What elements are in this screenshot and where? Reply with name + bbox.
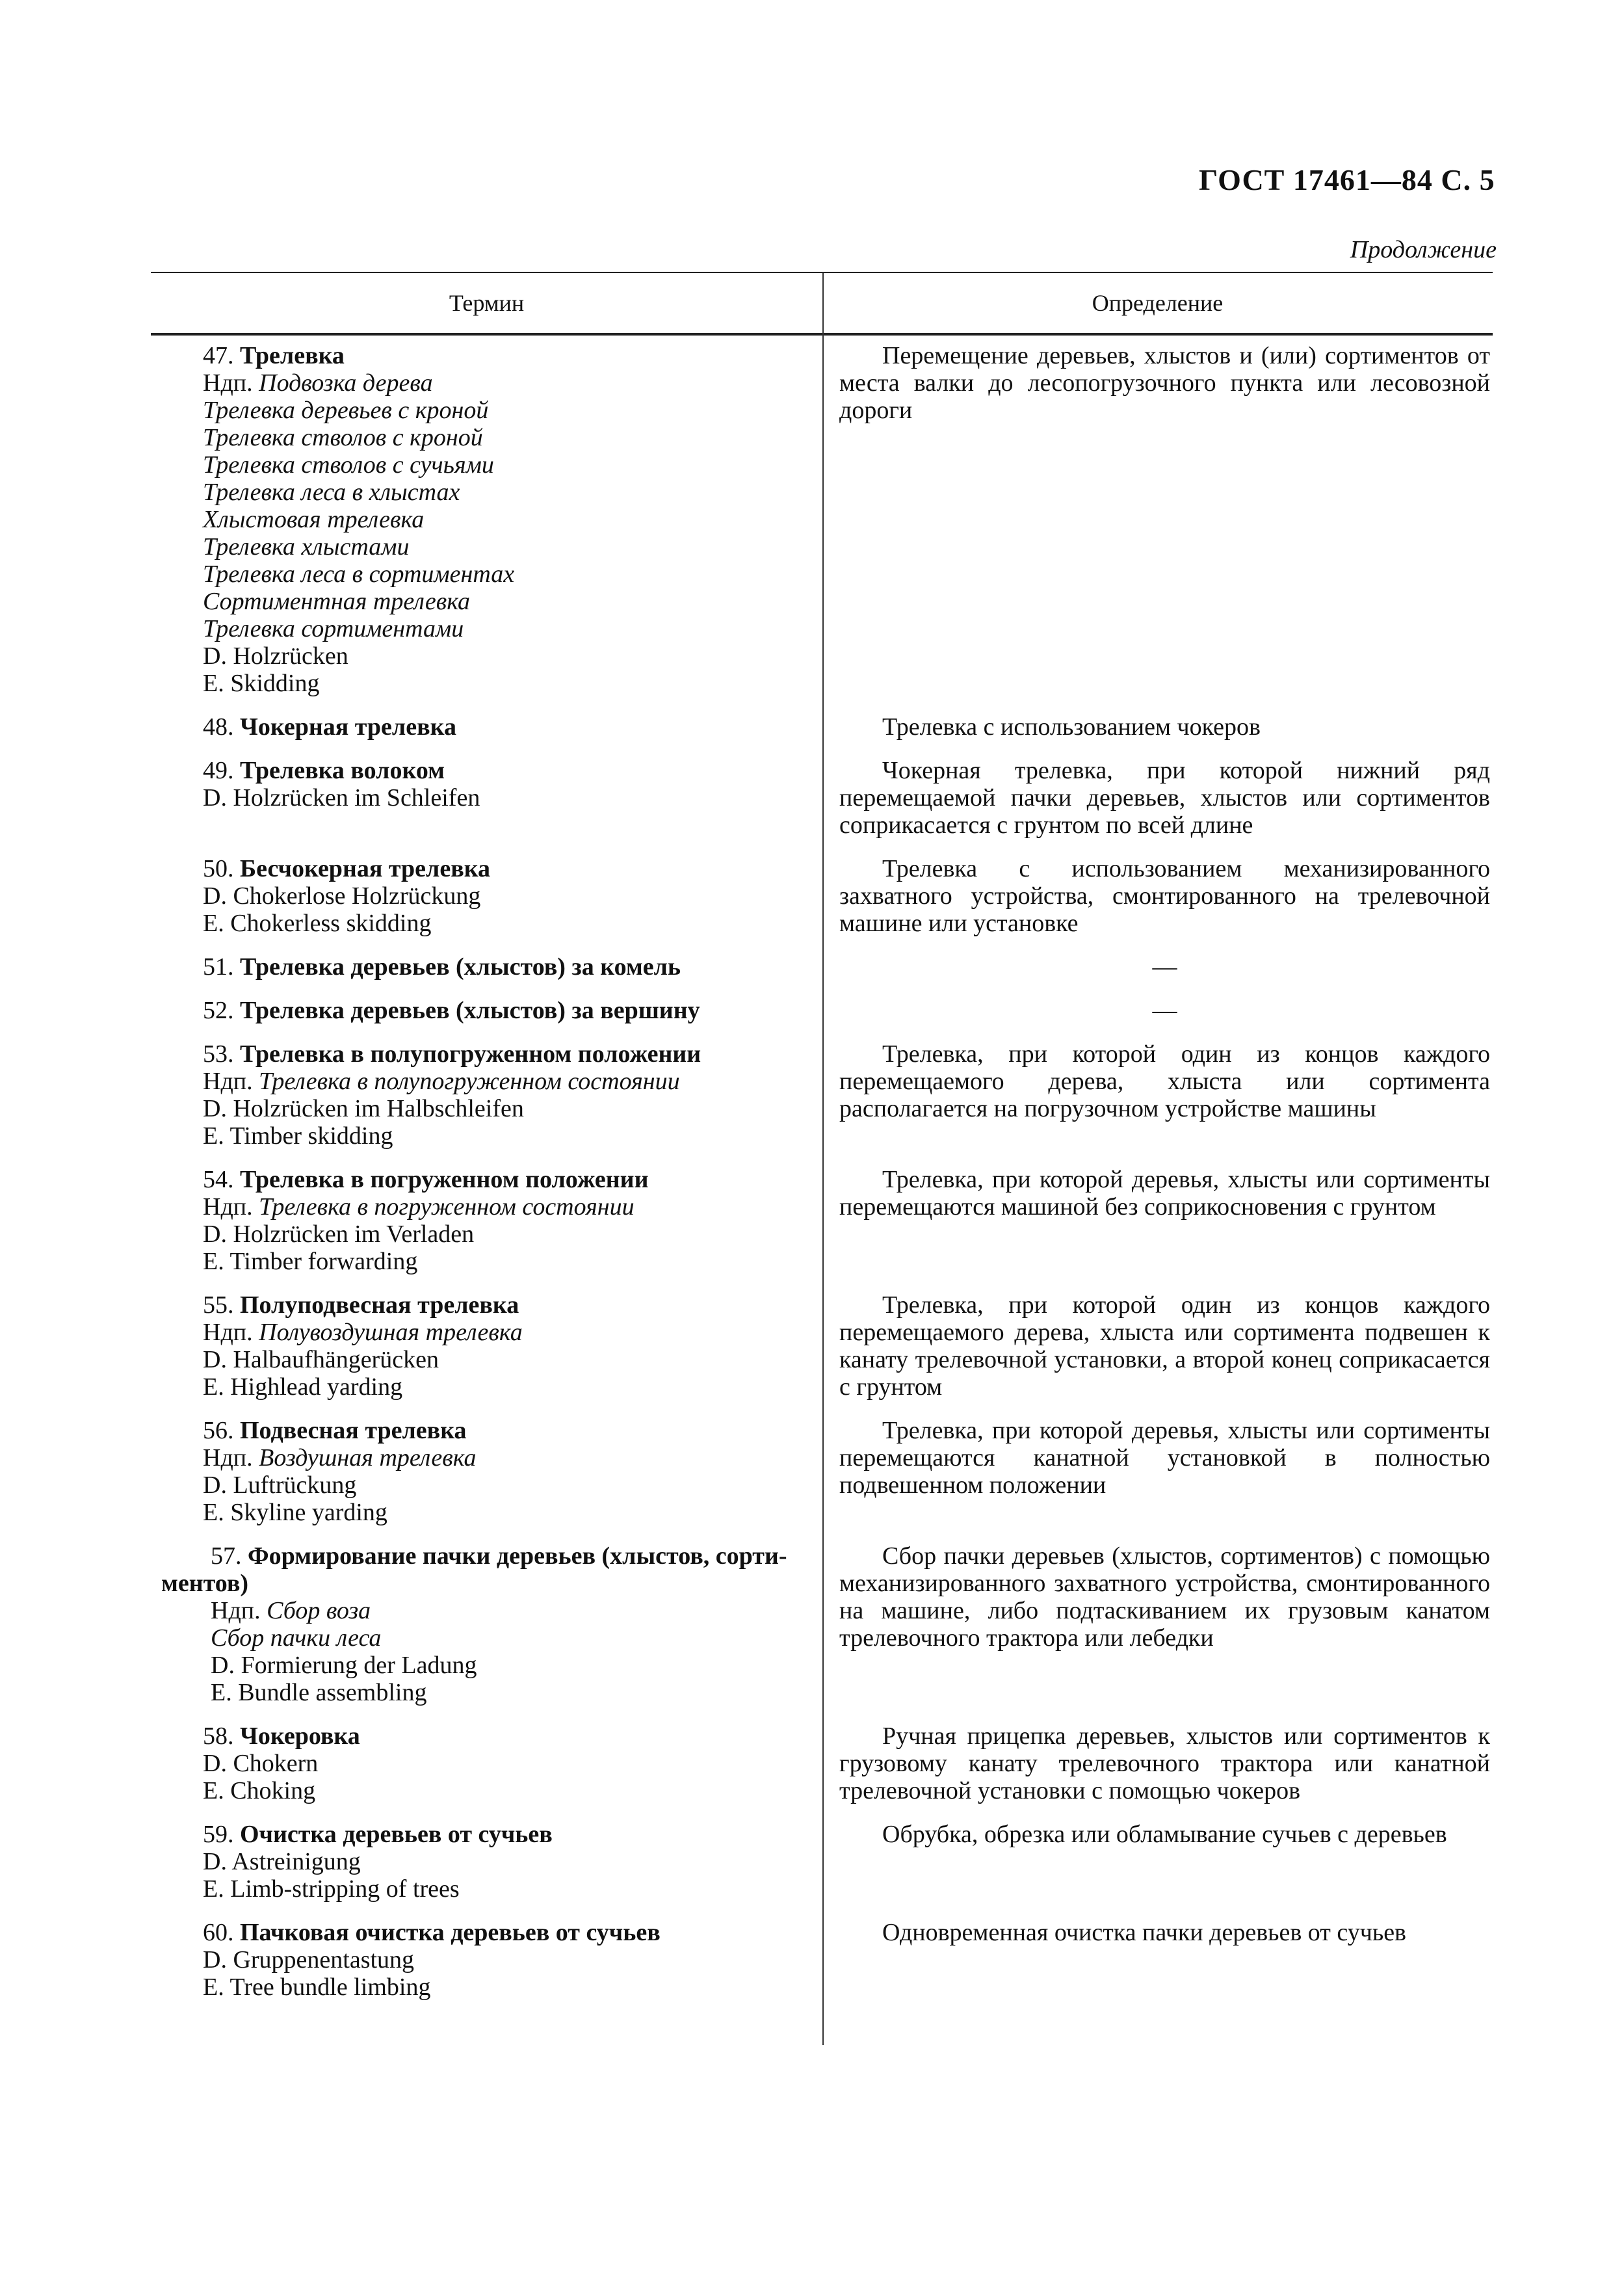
term-cell [151,855,822,937]
term-name: Чокеровка [240,1722,360,1750]
term-cell [151,997,822,1024]
term-cell [151,1166,822,1275]
not-recommended-term: Сбор пачки леса [211,1624,382,1652]
german-equivalent: D. Holzrücken im Verladen [203,1221,475,1248]
english-equivalent: E. Timber forwarding [203,1248,418,1275]
term-name: Бесчокерная трелевка [240,855,491,882]
german-equivalent: D. Astreinigung [203,1848,361,1875]
term-title [203,1291,822,1319]
term-cell [151,1417,822,1526]
english-equivalent: E. Skyline yarding [203,1499,387,1526]
table-header-row [151,273,1493,333]
continuation-label: Продолжение [1350,236,1497,263]
english-equivalent: E. Bundle assembling [211,1679,427,1706]
definition-cell [822,1040,1493,1150]
english-equivalent: E. Tree bundle limbing [203,1973,431,2001]
column-header-term: Термин [449,290,525,316]
definition-text: Трелевка, при которой один из концов каждого перемещаемого дерева, хлыста или сортимента подвешен к канату трелевочной установки, а второй конец соприкасается с грунтом [839,1291,1490,1401]
definition-text: Чокерная трелевка, при которой нижний ряд перемещаемой пачки деревьев, хлыстов или сортиментов соприкасается с грунтом по всей длине [839,757,1490,839]
term-cell [151,342,822,697]
english-equivalent: E. Timber skidding [203,1122,393,1150]
term-entry-58 [151,1722,1493,1804]
term-number: 47. [203,342,234,369]
term-title [203,1722,822,1750]
definition-cell [822,1417,1493,1526]
german-equivalent: D. Chokern [203,1750,319,1777]
definition-cell [822,342,1493,697]
term-entry-55 [151,1291,1493,1401]
term-number: 55. [203,1291,234,1319]
definition-cell [822,1166,1493,1275]
term-entry-51 [151,953,1493,981]
term-entry-57 [151,1542,1493,1706]
definition-dash: — [1152,997,1177,1024]
term-name: Трелевка в полупогруженном положении [240,1040,701,1068]
definition-cell [822,1542,1493,1706]
german-equivalent: D. Halbaufhängerücken [203,1346,439,1373]
english-equivalent: E. Choking [203,1777,316,1804]
term-number: 54. [203,1166,234,1193]
not-recommended-term: Сортиментная трелевка [203,588,471,615]
term-name: Трелевка деревьев (хлыстов) за комель [240,953,681,981]
english-equivalent: E. Chokerless skidding [203,910,432,937]
definition-text: Трелевка с использованием механизированного захватного устройства, смонтированного на трелевочной машине или установке [839,855,1490,937]
term-title [203,855,822,882]
term-cell [151,1542,822,1706]
definition-cell [822,855,1493,937]
german-equivalent: D. Formierung der Ladung [211,1652,477,1679]
term-title [203,342,822,369]
term-cell [151,1040,822,1150]
definition-cell [822,757,1493,839]
not-recommended-term: Трелевка леса в хлыстах [203,479,460,506]
term-name: Формирование пачки деревьев (хлыстов, сорти- [248,1542,787,1570]
definition-text: Трелевка, при которой один из концов каждого перемещаемого дерева, хлыста или сортимента располагается на погрузочном устройстве машины [839,1040,1490,1122]
term-cell [151,1821,822,1903]
definition-text: Трелевка, при которой деревья, хлысты или сортименты перемещаются машиной без соприкосновения с грунтом [839,1166,1490,1221]
term-number: 56. [203,1417,234,1444]
term-title [203,757,822,784]
definition-cell [822,1291,1493,1401]
term-name: Трелевка деревьев (хлыстов) за вершину [240,997,700,1024]
term-cell [151,757,822,839]
german-equivalent: D. Holzrücken im Halbschleifen [203,1095,524,1122]
term-cell [151,953,822,981]
definition-dash: — [1152,953,1177,981]
not-recommended-term: Трелевка стволов с сучьями [203,451,494,479]
term-cell [151,1722,822,1804]
term-cell [151,1291,822,1401]
definition-cell [822,713,1493,741]
german-equivalent: D. Holzrücken [203,642,348,670]
term-number: 53. [203,1040,234,1068]
definition-cell [822,1722,1493,1804]
term-number: 51. [203,953,234,981]
definition-cell [822,1919,1493,2001]
term-title [203,997,822,1024]
term-entry-52 [151,997,1493,1024]
term-name: Очистка деревьев от сучьев [240,1821,553,1848]
term-title [203,953,822,981]
not-recommended-term: Трелевка стволов с кроной [203,424,483,451]
not-recommended-term: Ндп. Воздушная трелевка [203,1444,477,1471]
definition-cell [822,997,1493,1024]
english-equivalent: E. Limb-stripping of trees [203,1875,460,1903]
german-equivalent: D. Gruppenentastung [203,1946,415,1973]
term-name: Трелевка [240,342,345,369]
not-recommended-term: Ндп. Трелевка в погруженном состоянии [203,1193,635,1221]
not-recommended-term: Ндп. Трелевка в полупогруженном состоянии [203,1068,680,1095]
not-recommended-term: Трелевка леса в сортиментах [203,561,515,588]
definition-text: Трелевка, при которой деревья, хлысты или сортименты перемещаются канатной установкой в полностью подвешенном положении [839,1417,1490,1499]
term-number: 59. [203,1821,234,1848]
term-title [161,1542,822,1570]
not-recommended-term: Трелевка сортиментами [203,615,464,642]
term-entry-53 [151,1040,1493,1150]
not-recommended-term: Ндп. Сбор воза [211,1597,371,1624]
term-name: Трелевка в погруженном положении [240,1166,649,1193]
page-header: ГОСТ 17461—84 С. 5 [1199,163,1495,196]
terms-table [151,272,1493,2017]
definition-text: Перемещение деревьев, хлыстов и (или) сортиментов от места валки до лесопогрузочного пункта или лесовозной дороги [839,342,1490,424]
term-number: 50. [203,855,234,882]
english-equivalent: E. Highlead yarding [203,1373,403,1401]
term-entry-48 [151,713,1493,741]
german-equivalent: D. Luftrückung [203,1471,357,1499]
term-number: 49. [203,757,234,784]
term-number: 58. [203,1722,234,1750]
not-recommended-term: Ндп. Полувоздушная трелевка [203,1319,523,1346]
term-name: Полуподвесная трелевка [240,1291,519,1319]
term-title-continued: ментов) [161,1570,249,1597]
definition-text: Трелевка с использованием чокеров [882,713,1261,741]
term-name: Трелевка волоком [240,757,445,784]
term-number: 57. [211,1542,242,1570]
term-title [203,1166,822,1193]
definition-text: Ручная прицепка деревьев, хлыстов или сортиментов к грузовому канату трелевочного трактора или канатной трелевочной установки с помощью чокеров [839,1722,1490,1804]
german-equivalent: D. Holzrücken im Schleifen [203,784,480,812]
table-body [151,336,1493,2001]
term-title [203,1821,822,1848]
column-header-definition: Определение [1092,290,1224,316]
not-recommended-term: Трелевка хлыстами [203,533,410,561]
term-title [203,1417,822,1444]
term-number: 52. [203,997,234,1024]
not-recommended-term: Трелевка деревьев с кроной [203,397,489,424]
term-entry-49 [151,757,1493,839]
definition-cell [822,953,1493,981]
term-cell [151,1919,822,2001]
term-number: 60. [203,1919,234,1946]
term-title [203,1919,822,1946]
term-entry-50 [151,855,1493,937]
term-entry-60 [151,1919,1493,2001]
term-title [203,713,822,741]
term-name: Чокерная трелевка [240,713,456,741]
term-number: 48. [203,713,234,741]
term-title [203,1040,822,1068]
not-recommended-term: Ндп. Подвозка дерева [203,369,433,397]
german-equivalent: D. Chokerlose Holzrückung [203,882,481,910]
term-name: Пачковая очистка деревьев от сучьев [240,1919,661,1946]
definition-cell [822,1821,1493,1903]
term-entry-59 [151,1821,1493,1903]
definition-text: Одновременная очистка пачки деревьев от сучьев [882,1919,1406,1946]
definition-text: Обрубка, обрезка или обламывание сучьев с деревьев [882,1821,1447,1848]
term-entry-47 [151,342,1493,697]
term-entry-56 [151,1417,1493,1526]
term-cell [151,713,822,741]
term-entry-54 [151,1166,1493,1275]
term-name: Подвесная трелевка [240,1417,467,1444]
not-recommended-term: Хлыстовая трелевка [203,506,425,533]
english-equivalent: E. Skidding [203,670,320,697]
definition-text: Сбор пачки деревьев (хлыстов, сортиментов) с помощью механизированного захватного устройства, смонтированного на машине, либо подтаскиванием их грузовым канатом трелевочного трактора или лебедки [839,1542,1490,1652]
